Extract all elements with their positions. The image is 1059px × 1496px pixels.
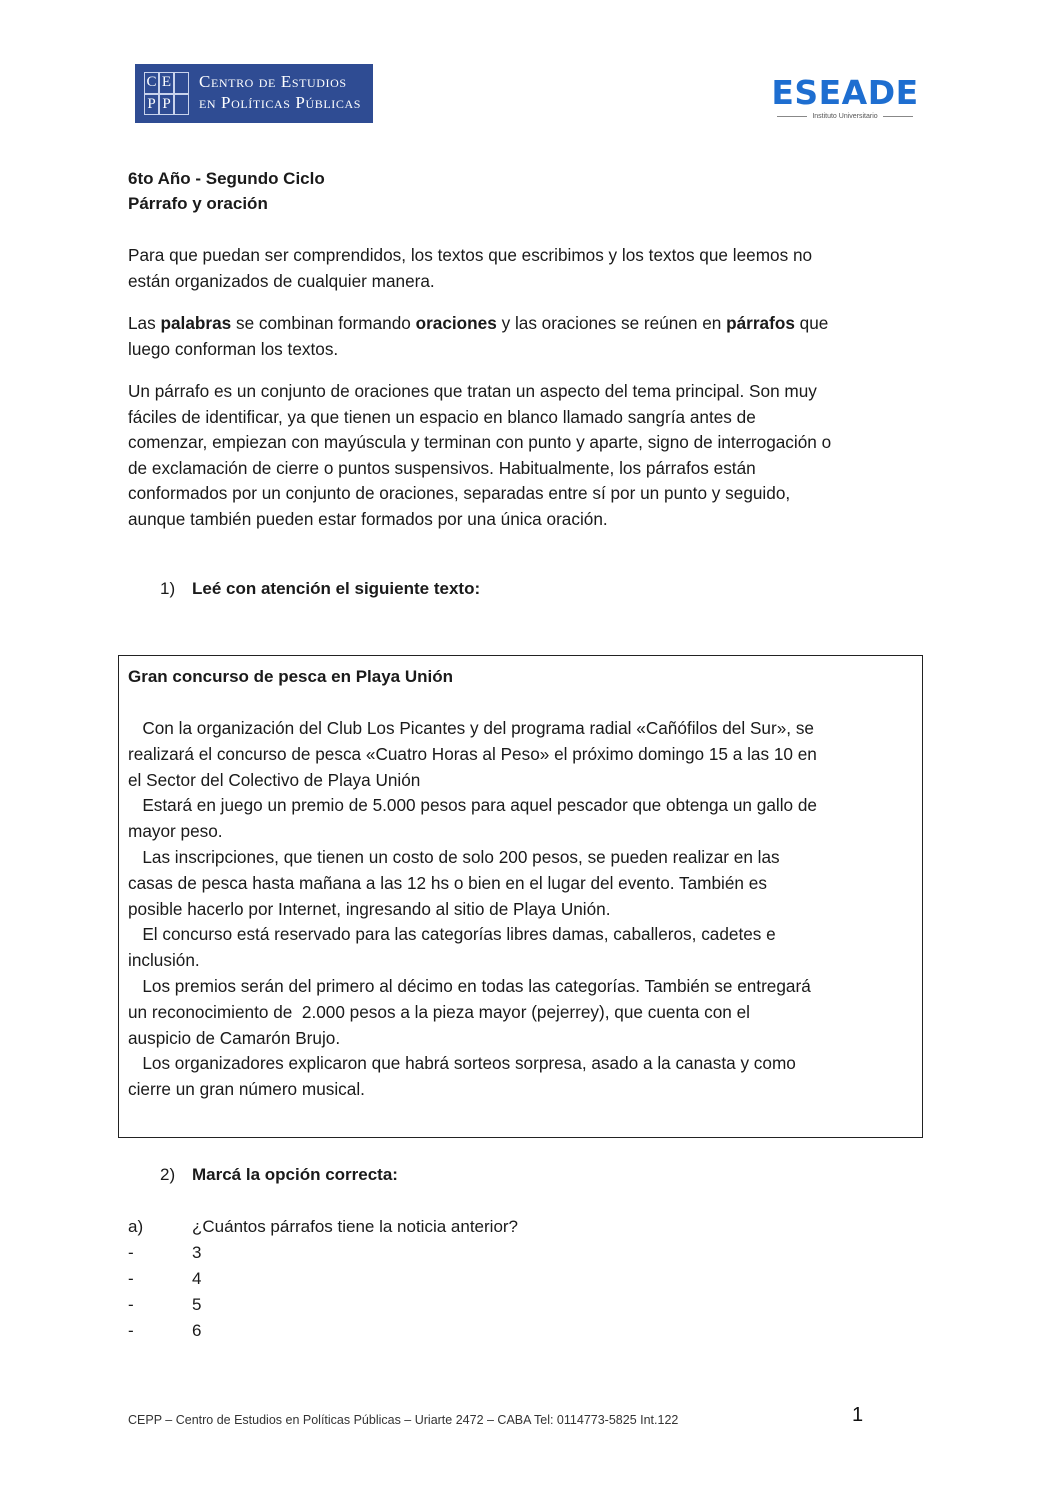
intro-paragraph-3: [128, 379, 948, 533]
news-line: Estará en juego un premio de 5.000 pesos para aquel pescador que obtenga un gallo de: [128, 795, 817, 816]
news-line: Los organizadores explicaron que habrá sorteos sorpresa, asado a la canasta y como: [128, 1053, 796, 1074]
news-line: Con la organización del Club Los Picantes y del programa radial «Cañófilos del Sur», se: [128, 718, 814, 738]
news-body: [128, 716, 918, 1103]
news-line: mayor peso.: [128, 821, 223, 842]
cepp-name-line-2: en Políticas Públicas: [199, 93, 362, 112]
eseade-logo: [766, 75, 924, 125]
cepp-monogram-cell: P: [144, 94, 159, 116]
news-line: El concurso está reservado para las categorías libres damas, caballeros, cadetes e: [128, 924, 776, 945]
cepp-monogram-cell: E: [159, 72, 174, 94]
intro-paragraph-2: [128, 311, 948, 362]
news-line: cierre un gran número musical.: [128, 1079, 365, 1100]
question-text: ¿Cuántos párrafos tiene la noticia anterior?: [192, 1217, 519, 1236]
news-title: Gran concurso de pesca en Playa Unión: [128, 667, 453, 686]
cepp-monogram-cell: [174, 72, 189, 94]
question-a: [128, 1214, 518, 1240]
news-line: posible hacerlo por Internet, ingresando al sitio de Playa Unión.: [128, 898, 611, 919]
page-number: 1: [852, 1404, 864, 1426]
document-topic: Párrafo y oración: [128, 194, 268, 213]
answer-option-5[interactable]: [128, 1292, 201, 1318]
option-value: 5: [192, 1295, 202, 1314]
footer-address: CEPP – Centro de Estudios en Políticas Públicas – Uriarte 2472 – CABA Tel: 0114773-5825 Int.122: [128, 1413, 679, 1427]
task-instruction: Marcá la opción correcta:: [192, 1165, 398, 1184]
news-line: realizará el concurso de pesca «Cuatro Horas al Peso» el próximo domingo 15 a las 10 en: [128, 743, 817, 764]
eseade-subtitle: Instituto Universitario: [766, 113, 924, 120]
term-parrafos: párrafos: [726, 313, 795, 333]
news-line: Las inscripciones, que tienen un costo de solo 200 pesos, se pueden realizar en las: [128, 846, 780, 867]
cepp-logo: [135, 64, 373, 123]
news-line: Los premios serán del primero al décimo en todas las categorías. También se entregará: [128, 975, 811, 996]
task-2: [160, 1162, 398, 1187]
text-line: aunque también pueden estar formados por una única oración.: [128, 508, 608, 529]
cepp-monogram-cell: P: [159, 94, 174, 116]
option-marker: -: [128, 1243, 134, 1262]
document-level: 6to Año - Segundo Ciclo: [128, 169, 325, 188]
news-line: auspicio de Camarón Brujo.: [128, 1027, 341, 1048]
text-line: Para que puedan ser comprendidos, los textos que escribimos y los textos que leemos no: [128, 245, 813, 265]
news-line: el Sector del Colectivo de Playa Unión: [128, 769, 421, 790]
answer-option-4[interactable]: [128, 1266, 201, 1292]
task-number: 2): [160, 1165, 176, 1184]
cepp-monogram-cell: C: [144, 72, 159, 94]
option-value: 3: [192, 1243, 202, 1262]
text-line: Un párrafo es un conjunto de oraciones que tratan un aspecto del tema principal. Son muy: [128, 381, 817, 401]
option-marker: -: [128, 1295, 134, 1314]
option-value: 4: [192, 1269, 202, 1288]
text-line: de exclamación de cierre o puntos suspensivos. Habitualmente, los párrafos están: [128, 457, 756, 478]
answer-option-3[interactable]: [128, 1240, 201, 1266]
option-marker: -: [128, 1269, 134, 1288]
text-line: luego conforman los textos.: [128, 338, 339, 359]
text-run: se combinan formando: [231, 313, 416, 333]
news-line: casas de pesca hasta mañana a las 12 hs o bien en el lugar del evento. También es: [128, 872, 767, 893]
option-value: 6: [192, 1321, 202, 1340]
question-label: a): [128, 1217, 144, 1236]
task-instruction: Leé con atención el siguiente texto:: [192, 579, 481, 598]
intro-paragraph-1: [128, 243, 948, 294]
news-line: un reconocimiento de 2.000 pesos a la pieza mayor (pejerrey), que cuenta con el: [128, 1001, 750, 1022]
task-1: [160, 576, 480, 601]
text-run: y las oraciones se reúnen en: [496, 313, 727, 333]
news-line: inclusión.: [128, 950, 200, 971]
cepp-name-line-1: Centro de Estudios: [199, 72, 347, 91]
text-line: conformados por un conjunto de oraciones, separadas entre sí por un punto y seguido,: [128, 483, 791, 504]
text-line: comenzar, empiezan con mayúscula y terminan con punto y aparte, signo de interrogación o: [128, 432, 832, 453]
text-line: fáciles de identificar, ya que tienen un espacio en blanco llamado sangría antes de: [128, 406, 756, 427]
option-marker: -: [128, 1321, 134, 1340]
answer-option-6[interactable]: [128, 1318, 201, 1344]
eseade-wordmark: ESEADE: [771, 73, 919, 112]
term-oraciones: oraciones: [415, 313, 497, 333]
text-line: están organizados de cualquier manera.: [128, 270, 435, 291]
task-number: 1): [160, 579, 176, 598]
text-run: Las: [128, 313, 161, 333]
cepp-monogram: [144, 72, 189, 115]
cepp-monogram-cell: [174, 94, 189, 116]
term-palabras: palabras: [160, 313, 232, 333]
text-run: que: [794, 313, 829, 333]
text-line: [128, 311, 948, 337]
